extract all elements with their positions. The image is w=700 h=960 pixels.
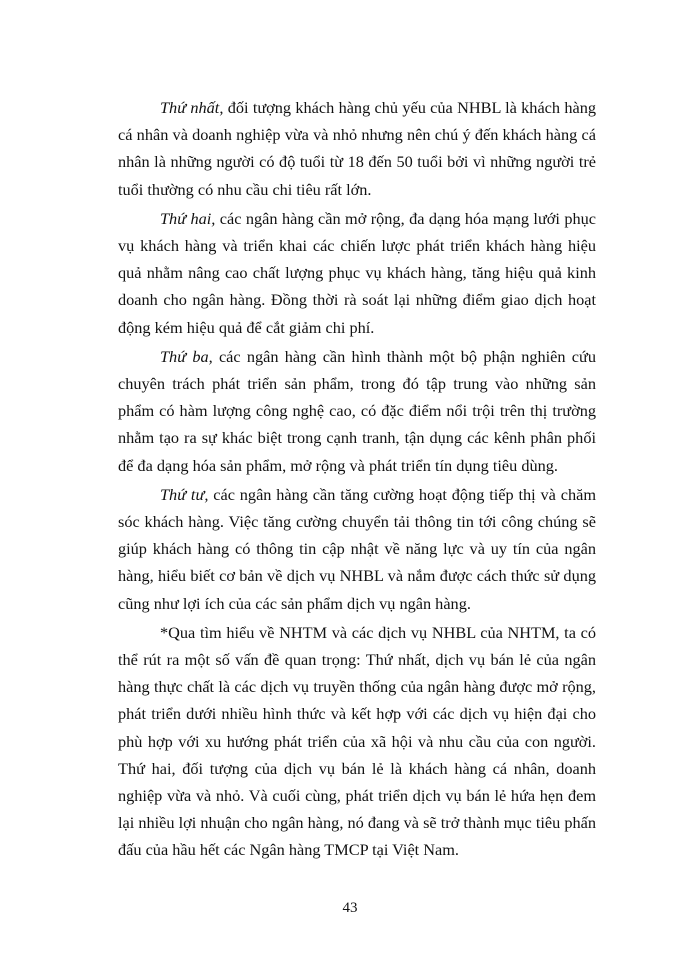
document-body — [118, 94, 596, 866]
paragraph-thu-ba — [118, 343, 596, 479]
paragraph-text: các ngân hàng cần tăng cường hoạt động tiếp thị và chăm sóc khách hàng. Việc tăng cường chuyển tải thông tin tới công chúng sẽ giúp khách hàng có thông tin cập nhật về năng lực và uy tín của ngân hàng, hiểu biết cơ bản về dịch vụ NHBL và nắm được cách thức sử dụng cũng như lợi ích của các sản phẩm dịch vụ ngân hàng. — [118, 484, 596, 613]
paragraph-summary — [118, 619, 596, 864]
paragraph-text: các ngân hàng cần mở rộng, đa dạng hóa mạng lưới phục vụ khách hàng và triển khai các chiến lược phát triển khách hàng hiệu quả nhằm nâng cao chất lượng phục vụ khách hàng, tăng hiệu quả kinh doanh cho ngân hàng. Đồng thời rà soát lại những điểm giao dịch hoạt động kém hiệu quả để cắt giảm chi phí. — [118, 208, 596, 337]
paragraph-lead: Thứ tư, — [160, 484, 209, 504]
paragraph-lead: Thứ ba, — [160, 346, 213, 366]
page-number: 43 — [342, 900, 358, 916]
paragraph-lead: Thứ nhất, — [160, 98, 224, 117]
paragraph-text: *Qua tìm hiểu về NHTM và các dịch vụ NHBL của NHTM, ta có thể rút ra một số vấn đề quan trọng: Thứ nhất, dịch vụ bán lẻ của ngân hàng thực chất là các dịch vụ truyền thống của ngân hàng được mở rộng, phát triển dưới nhiều hình thức và kết hợp với các dịch vụ hiện đại cho phù hợp với xu hướng phát triển của xã hội và nhu cầu của con người. Thứ hai, đối tượng của dịch vụ bán lẻ là khách hàng cá nhân, doanh nghiệp vừa và nhỏ. Và cuối cùng, phát triển dịch vụ bán lẻ hứa hẹn đem lại nhiều lợi nhuận cho ngân hàng, nó đang và sẽ trở thành mục tiêu phấn đấu của hầu hết các Ngân hàng TMCP tại Việt Nam. — [118, 622, 596, 860]
paragraph-thu-hai — [118, 205, 596, 341]
paragraph-lead: Thứ hai, — [160, 208, 216, 228]
paragraph-thu-nhat — [118, 94, 596, 203]
paragraph-thu-tu — [118, 481, 596, 617]
paragraph-text: các ngân hàng cần hình thành một bộ phận nghiên cứu chuyên trách phát triển sản phẩm, trong đó tập trung vào những sản phẩm có hàm lượng công nghệ cao, có đặc điểm nổi trội trên thị trường nhằm tạo ra sự khác biệt trong cạnh tranh, tận dụng các kênh phân phối để đa dạng hóa sản phẩm, mở rộng và phát triển tín dụng tiêu dùng. — [118, 346, 596, 475]
paragraph-text: đối tượng khách hàng chủ yếu của NHBL là khách hàng cá nhân và doanh nghiệp vừa và nhỏ nhưng nên chú ý đến khách hàng cá nhân là những người có độ tuổi từ 18 đến 50 tuổi bởi vì những người trẻ tuổi thường có nhu cầu chi tiêu rất lớn. — [118, 98, 596, 199]
